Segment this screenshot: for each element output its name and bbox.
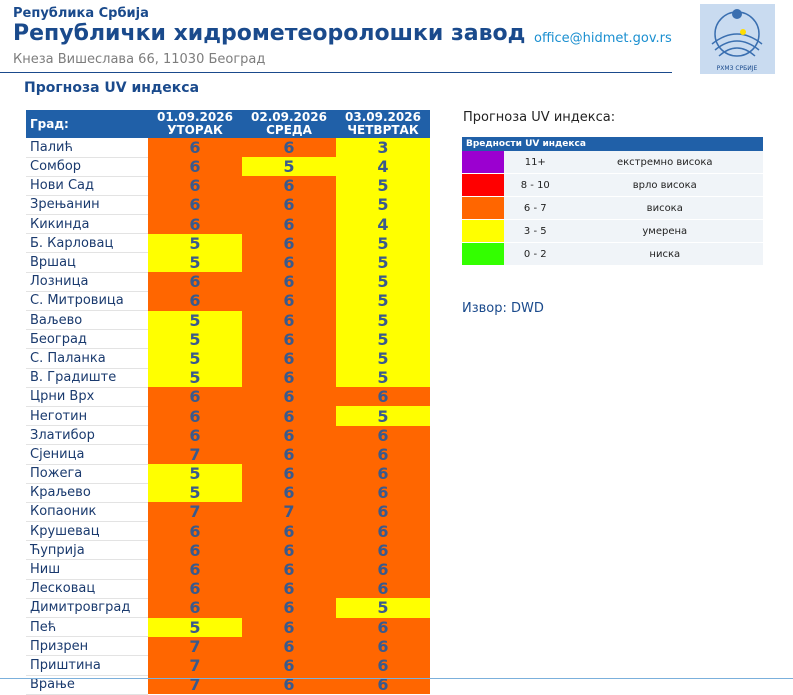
uv-value-cell: 6 [242,522,336,541]
city-name: С. Паланка [26,349,148,368]
uv-value-cell: 5 [336,253,430,272]
uv-value-cell: 4 [336,215,430,234]
uv-value-cell: 6 [148,157,242,176]
legend-color-swatch [462,243,504,266]
legend-item [462,151,763,174]
legend-color-swatch [462,174,504,197]
uv-value-cell: 5 [148,330,242,349]
city-name: Ниш [26,560,148,579]
uv-value-cell: 3 [336,138,430,157]
uv-value-cell: 6 [148,522,242,541]
table-row [26,579,430,598]
city-name: В. Градиште [26,368,148,387]
city-name: Пожега [26,464,148,483]
legend-body [462,151,763,266]
legend-item [462,174,763,197]
uv-value-cell: 6 [336,541,430,560]
uv-value-cell: 6 [242,675,336,694]
table-row [26,311,430,330]
day-weekday: СРЕДА [266,123,312,137]
uv-value-cell: 6 [242,253,336,272]
uv-value-cell: 5 [336,272,430,291]
city-name: Палић [26,138,148,157]
institute-name: Републички хидрометеоролошки завод [13,21,526,46]
uv-value-cell: 6 [336,675,430,694]
legend-label: висока [567,197,763,220]
city-name: Крушевац [26,522,148,541]
table-row [26,541,430,560]
table-row [26,157,430,176]
uv-value-cell: 6 [242,368,336,387]
uv-value-cell: 6 [148,215,242,234]
uv-value-cell: 6 [242,560,336,579]
uv-value-cell: 6 [148,560,242,579]
site-header [0,0,793,80]
uv-value-cell: 7 [148,502,242,521]
city-name: Златибор [26,426,148,445]
city-name: Кикинда [26,215,148,234]
uv-value-cell: 6 [148,195,242,214]
uv-value-cell: 6 [336,656,430,675]
uv-value-cell: 6 [242,311,336,330]
uv-value-cell: 5 [336,195,430,214]
table-body [26,138,430,694]
legend-color-swatch [462,220,504,243]
legend-title: Прогноза UV индекса: [463,110,616,125]
uv-value-cell: 6 [336,618,430,637]
city-name: Црни Врх [26,387,148,406]
city-name: Лозница [26,272,148,291]
table-row [26,502,430,521]
table-row [26,349,430,368]
legend-range: 0 - 2 [504,243,567,266]
legend-color-swatch [462,151,504,174]
table-row [26,387,430,406]
uv-value-cell: 5 [148,483,242,502]
city-name: Неготин [26,406,148,425]
uv-value-cell: 6 [242,234,336,253]
city-name: Лесковац [26,579,148,598]
city-name: Зрењанин [26,195,148,214]
city-name: Пећ [26,618,148,637]
legend-item [462,243,763,266]
page-title: Прогноза UV индекса [24,80,200,96]
table-row [26,483,430,502]
uv-value-cell: 6 [242,406,336,425]
uv-value-cell: 6 [336,445,430,464]
uv-value-cell: 4 [336,157,430,176]
legend-range: 11+ [504,151,567,174]
uv-legend [462,137,763,266]
table-row [26,138,430,157]
city-name: Б. Карловац [26,234,148,253]
legend-range: 3 - 5 [504,220,567,243]
uv-value-cell: 6 [148,541,242,560]
uv-value-cell: 5 [336,349,430,368]
city-name: Ваљево [26,311,148,330]
uv-value-cell: 5 [148,253,242,272]
uv-value-cell: 6 [336,579,430,598]
day-date: 03.09.2026 [345,110,421,124]
legend-item [462,197,763,220]
uv-value-cell: 7 [148,637,242,656]
uv-value-cell: 7 [242,502,336,521]
uv-value-cell: 6 [242,291,336,310]
uv-value-cell: 6 [336,560,430,579]
uv-value-cell: 6 [148,272,242,291]
table-row [26,215,430,234]
city-name: Призрен [26,637,148,656]
day-date: 01.09.2026 [157,110,233,124]
uv-value-cell: 7 [148,675,242,694]
day-weekday: ЧЕТВРТАК [347,123,419,137]
uv-value-cell: 7 [148,445,242,464]
uv-value-cell: 5 [148,349,242,368]
table-row [26,445,430,464]
uv-value-cell: 6 [336,464,430,483]
uv-value-cell: 6 [242,349,336,368]
table-row [26,406,430,425]
legend-label: екстремно висока [567,151,763,174]
uv-value-cell: 5 [336,598,430,617]
table-row [26,618,430,637]
uv-value-cell: 6 [242,541,336,560]
uv-value-cell: 5 [336,176,430,195]
uv-value-cell: 6 [148,406,242,425]
city-name: Сјеница [26,445,148,464]
table-row [26,291,430,310]
logo-text: РХМЗ СРБИЈЕ [716,65,758,72]
legend-label: врло висока [567,174,763,197]
uv-value-cell: 5 [336,368,430,387]
uv-value-cell: 5 [148,234,242,253]
day-column-header [242,110,336,138]
uv-value-cell: 5 [336,406,430,425]
header-divider [0,72,672,73]
table-row [26,368,430,387]
city-name: Београд [26,330,148,349]
uv-value-cell: 6 [242,598,336,617]
uv-value-cell: 5 [148,618,242,637]
table-row [26,330,430,349]
table-row [26,598,430,617]
city-name: Ћуприја [26,541,148,560]
legend-label: ниска [567,243,763,266]
uv-value-cell: 6 [242,426,336,445]
uv-value-cell: 6 [148,426,242,445]
uv-value-cell: 6 [336,426,430,445]
legend-header-row [462,137,763,151]
uv-value-cell: 6 [148,176,242,195]
uv-forecast-table [26,110,430,695]
uv-value-cell: 6 [148,598,242,617]
republic-label: Република Србија [13,6,149,21]
uv-value-cell: 6 [242,215,336,234]
uv-value-cell: 6 [242,637,336,656]
day-date: 02.09.2026 [251,110,327,124]
legend-range: 6 - 7 [504,197,567,220]
email-link[interactable]: office@hidmet.gov.rs [534,31,672,46]
uv-value-cell: 5 [148,464,242,483]
table-row [26,522,430,541]
uv-value-cell: 5 [336,291,430,310]
table-row [26,560,430,579]
uv-value-cell: 6 [242,272,336,291]
uv-value-cell: 5 [242,157,336,176]
uv-value-cell: 6 [242,464,336,483]
city-name: Сомбор [26,157,148,176]
uv-value-cell: 6 [242,330,336,349]
institute-logo[interactable] [700,4,775,74]
table-row [26,253,430,272]
uv-value-cell: 6 [336,502,430,521]
uv-value-cell: 6 [242,618,336,637]
city-name: Нови Сад [26,176,148,195]
table-row [26,272,430,291]
city-name: Копаоник [26,502,148,521]
city-name: Вршац [26,253,148,272]
uv-value-cell: 6 [242,579,336,598]
uv-value-cell: 6 [336,483,430,502]
uv-value-cell: 5 [148,311,242,330]
table-row [26,195,430,214]
uv-value-cell: 7 [148,656,242,675]
uv-value-cell: 5 [336,311,430,330]
uv-value-cell: 6 [336,637,430,656]
table-row [26,426,430,445]
city-name: Краљево [26,483,148,502]
uv-value-cell: 5 [336,330,430,349]
uv-value-cell: 6 [148,387,242,406]
table-row [26,234,430,253]
uv-value-cell: 6 [336,387,430,406]
footer-divider [0,678,793,679]
uv-value-cell: 6 [242,195,336,214]
uv-value-cell: 6 [242,138,336,157]
city-name: С. Митровица [26,291,148,310]
city-name: Димитровград [26,598,148,617]
table-header-row [26,110,430,138]
uv-value-cell: 5 [336,234,430,253]
uv-value-cell: 6 [242,656,336,675]
uv-value-cell: 6 [336,522,430,541]
uv-value-cell: 5 [148,368,242,387]
legend-header: Вредности UV индекса [462,137,763,151]
uv-value-cell: 6 [242,445,336,464]
uv-value-cell: 6 [148,138,242,157]
institute-address: Кнеза Вишеслава 66, 11030 Београд [13,52,266,67]
legend-color-swatch [462,197,504,220]
table-row [26,637,430,656]
city-name: Врање [26,675,148,694]
uv-value-cell: 6 [148,291,242,310]
table-row [26,464,430,483]
table-row [26,176,430,195]
day-column-header [336,110,430,138]
data-source: Извор: DWD [462,301,544,316]
legend-item [462,220,763,243]
day-column-header [148,110,242,138]
uv-value-cell: 6 [242,483,336,502]
legend-label: умерена [567,220,763,243]
day-weekday: УТОРАК [167,123,223,137]
city-name: Приштина [26,656,148,675]
uv-value-cell: 6 [148,579,242,598]
legend-range: 8 - 10 [504,174,567,197]
city-column-header: Град: [26,110,148,138]
uv-value-cell: 6 [242,176,336,195]
table-row [26,656,430,675]
uv-value-cell: 6 [242,387,336,406]
